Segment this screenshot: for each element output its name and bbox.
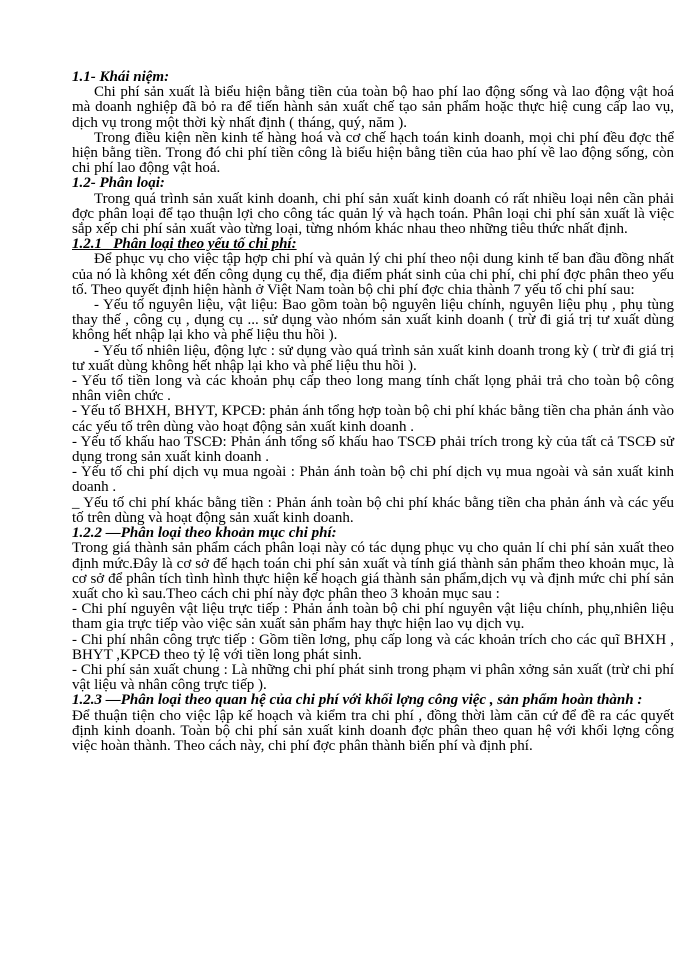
item-overhead: - Chi phí sản xuất chung : Là những chi phí phát sinh trong phạm vi phân xởng sản xuất (trừ chi phí vật liệu và nhân công trực tiếp ). bbox=[72, 661, 674, 694]
paragraph-volume-relation: Để thuận tiện cho việc lập kế hoạch và kiểm tra chi phí , đồng thời làm căn cứ để đề ra các quyết định kinh doanh. Toàn bộ chi phí sản xuất kinh doanh đợc phân theo quan hệ với khối lợng công việc hoàn thành. Theo cách này, chi phí đợc phân thành biến phí và định phí. bbox=[72, 707, 674, 754]
paragraph-cost-items: Trong giá thành sản phẩm cách phân loại này có tác dụng phục vụ cho quản lí chi phí sản xuất theo định mức.Đây là cơ sở để hạch toán chi phí sản xuất và tính giá thành sản phẩm theo khoản mục, là cơ sở để phân tích tình hình thực hiện kế hoạch giá thành sản phẩm,dịch vụ và định mức chi phí sản xuất cho kì sau.Theo cách chi phí này đợc phân theo 3 khoản mục sau : bbox=[72, 540, 674, 602]
paragraph-factors: Để phục vụ cho việc tập hợp chi phí và quản lý chi phí theo nội dung kinh tế ban đầu đồng nhất của nó là không xét đến công dụng cụ thể, địa điểm phát sinh của chi phí, chi phí đợc phân theo yếu tố. Theo quyết định hiện hành ở Việt Nam toàn bộ chi phí đợc chia thành 7 yếu tố chi phí sau: bbox=[72, 251, 674, 298]
paragraph-conditions: Trong điều kiện nền kinh tế hàng hoá và cơ chế hạch toán kinh doanh, mọi chi phí đều đợc thể hiện bằng tiền. Trong đó chi phí tiền công là biểu hiện bằng tiền của hao phí về lao động sống, còn chi phí lao động vật hoá. bbox=[72, 129, 674, 177]
heading-1-2-1: 1.2.1_ Phân loại theo yếu tố chi phí: bbox=[72, 236, 297, 253]
paragraph-concept: Chi phí sản xuất là biểu hiện bằng tiền của toàn bộ hao phí lao động sống và lao động vật hoá mà doanh nghiệp đã bỏ ra để tiến hành sản xuất chế tạo sản phẩm hoặc thực hiệ cung cấp lao vụ, dịch vụ trong một thời kỳ nhất định ( tháng, quý, năm ). bbox=[72, 84, 674, 131]
heading-1-1: 1.1- Khái niệm: bbox=[72, 69, 170, 85]
paragraph-classification: Trong quá trình sản xuất kinh doanh, chi phí sản xuất kinh doanh có rất nhiều loại nên cần phải đợc phân loại để tạo thuận lợi cho công tác quản lý và hạch toán. Phân loại chi phí sản xuất là việc sắp xếp chi phí sản xuất vào từng loại, từng nhóm khác nhau theo những tiêu thức nhất định. bbox=[72, 190, 674, 238]
factor-depreciation: - Yếu tố khấu hao TSCĐ: Phản ánh tổng số khấu hao TSCĐ phải trích trong kỳ của tất cả TSCĐ sử dụng trong sản xuất kinh doanh . bbox=[72, 433, 674, 466]
factor-other: _ Yếu tố chi phí khác bằng tiền : Phản ánh toàn bộ chi phí khác bằng tiền cha phản ánh và các yếu tố trên dùng và hoạt động sản xuất kinh doanh. bbox=[72, 494, 674, 526]
item-direct-labor: - Chi phí nhân công trực tiếp : Gồm tiền lơng, phụ cấp long và các khoản trích cho các quĩ BHXH , BHYT ,KPCĐ theo tỷ lệ với tiền long phát sinh. bbox=[72, 631, 674, 663]
item-direct-materials: - Chi phí nguyên vật liệu trực tiếp : Phản ánh toàn bộ chi phí nguyên vật liệu chính, phụ,nhiên liệu tham gia trực tiếp vào việc sản xuất sản phẩm hay thực hiện lao vụ dịch vụ. bbox=[72, 601, 674, 633]
factor-materials: - Yếu tố nguyên liệu, vật liệu: Bao gồm toàn bộ nguyên liệu chính, nguyên liệu phụ , phụ tùng thay thế , công cụ , dụng cụ ... sử dụng vào nhóm sản xuất kinh doanh ( trừ đi giá trị tư xuất dùng không hết nhập lại kho và phế liệu thu hồi ). bbox=[72, 297, 674, 344]
heading-1-2-2: 1.2.2 —Phân loại theo khoản mục chi phí: bbox=[72, 525, 337, 542]
factor-services: - Yếu tố chi phí dịch vụ mua ngoài : Phản ánh toàn bộ chi phí dịch vụ mua ngoài và sản xuất kinh doanh . bbox=[72, 464, 674, 496]
factor-wages: - Yếu tố tiền long và các khoản phụ cấp theo long mang tính chất lọng phải trả cho toàn bộ công nhân viên chức . bbox=[72, 373, 674, 405]
factor-fuel: - Yếu tố nhiên liệu, động lực : sử dụng vào quá trình sản xuất kinh doanh trong kỳ ( trừ đi giá trị tư xuất dùng không hết nhập lại kho và phế liệu thu hồi ). bbox=[72, 342, 674, 374]
heading-1-2: 1.2- Phân loại: bbox=[72, 175, 165, 192]
heading-1-2-3: 1.2.3 —Phân loại theo quan hệ của chi phí với khối lợng công việc , sản phẩm hoàn thành : bbox=[72, 692, 643, 709]
factor-insurance: - Yếu tố BHXH, BHYT, KPCĐ: phản ánh tổng hợp toàn bộ chi phí khác bằng tiền cha phản ánh vào các yếu tố trên dùng vào hoạt động sản xuất kinh doanh . bbox=[72, 403, 674, 435]
